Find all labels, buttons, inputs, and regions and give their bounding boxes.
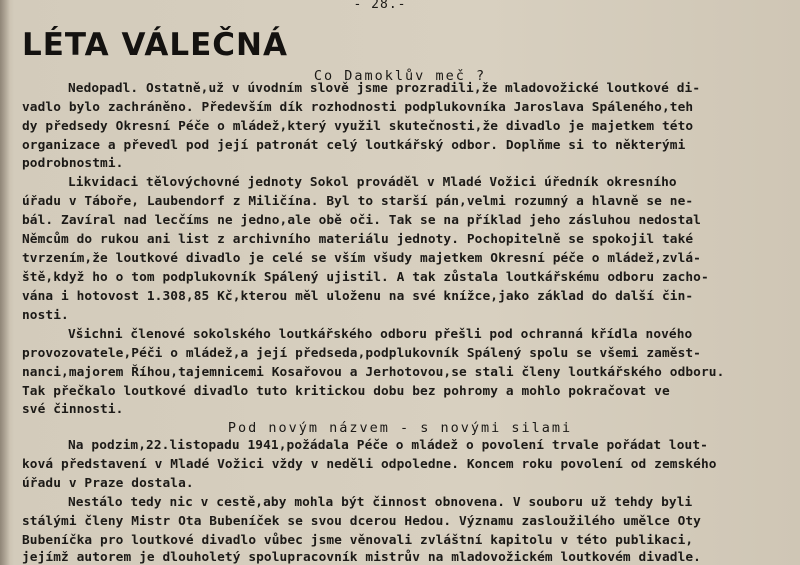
text-line: tvrzením,že loutkové divadlo je celé se vším všudy majetkem Okresní péče o mládež,zvlá- xyxy=(22,251,701,266)
page-number: - 28.- xyxy=(353,0,407,12)
text-line: bál. Zavíral nad lecčíms ne jedno,ale obě oči. Tak se na příklad jeho zásluhou nedostal xyxy=(22,213,701,228)
section-heading: Co Damoklův meč ? xyxy=(313,68,487,84)
section-heading: Pod novým názvem - s novými silami xyxy=(227,420,573,436)
text-line: Bubeníčka pro loutkové divadlo vůbec jsme věnovali zvláštní kapitolu v této publikaci, xyxy=(22,533,694,548)
text-line: nanci,majorem Říhou,tajemnicemi Kosařovou a Jerhotovou,se stali členy loutkářského odboru. xyxy=(22,365,725,380)
text-line: Tak přečkalo loutkové divadlo tuto kritickou dobu bez pohromy a mohlo pokračovat ve xyxy=(22,384,670,399)
text-line: jejímž autorem je dlouholetý spolupracovník mistrův na mladovožickém loutkovém divadle. xyxy=(22,550,701,565)
text-line: ková představení v Mladé Vožici vždy v neděli odpoledne. Koncem roku povolení od zemského xyxy=(22,457,717,472)
text-line: Nedopadl. Ostatně,už v úvodním slově jsme prozradili,že mladovožické loutkové di- xyxy=(68,81,701,96)
text-line: úřadu v Táboře, Laubendorf z Miličína. Byl to starší pán,velmi rozumný a hlavně se ne- xyxy=(22,194,694,209)
text-line: Všichni členové sokolského loutkářského odboru přešli pod ochranná křídla nového xyxy=(68,327,693,342)
text-line: organizace a převedl pod její patronát celý loutkářský odbor. Doplňme si to některými xyxy=(22,138,686,153)
text-line: Likvidaci tělovýchovné jednoty Sokol prováděl v Mladé Vožici úředník okresního xyxy=(68,175,677,190)
text-line: své činnosti. xyxy=(22,402,124,417)
text-line: vána i hotovost 1.308,85 Kč,kterou měl uloženu na své knížce,jako základ do další čin- xyxy=(22,289,694,304)
text-line: úřadu v Praze dostala. xyxy=(22,476,194,491)
text-line: vadlo bylo zachráněno. Především dík rozhodnosti podplukovníka Jaroslava Spáleného,teh xyxy=(22,100,694,115)
text-line: ště,když ho o tom podplukovník Spálený ujistil. A tak zůstala loutkářskému odboru zacho- xyxy=(22,270,709,285)
text-line: Němcům do rukou ani list z archivního materiálu jednoty. Pochopitelně se spokojil také xyxy=(22,232,694,247)
text-line: nosti. xyxy=(22,308,69,323)
chapter-title: LÉTA VÁLEČNÁ xyxy=(22,27,288,63)
text-line: stálými členy Mistr Ota Bubeníček se svou dcerou Hedou. Významu zasloužilého umělce Oty xyxy=(22,514,701,529)
text-line: podrobnostmi. xyxy=(22,156,124,171)
text-line: Na podzim,22.listopadu 1941,požádala Péče o mládež o povolení trvale pořádat lout- xyxy=(68,438,708,453)
text-line: dy předsedy Okresní Péče o mládež,který využil skutečnosti,že divadlo je majetkem této xyxy=(22,119,694,134)
text-line: provozovatele,Péči o mládež,a její předseda,podplukovník Spálený spolu se všemi zaměst- xyxy=(22,346,701,361)
text-line: Nestálo tedy nic v cestě,aby mohla být činnost obnovena. V souboru už tehdy byli xyxy=(68,495,693,510)
